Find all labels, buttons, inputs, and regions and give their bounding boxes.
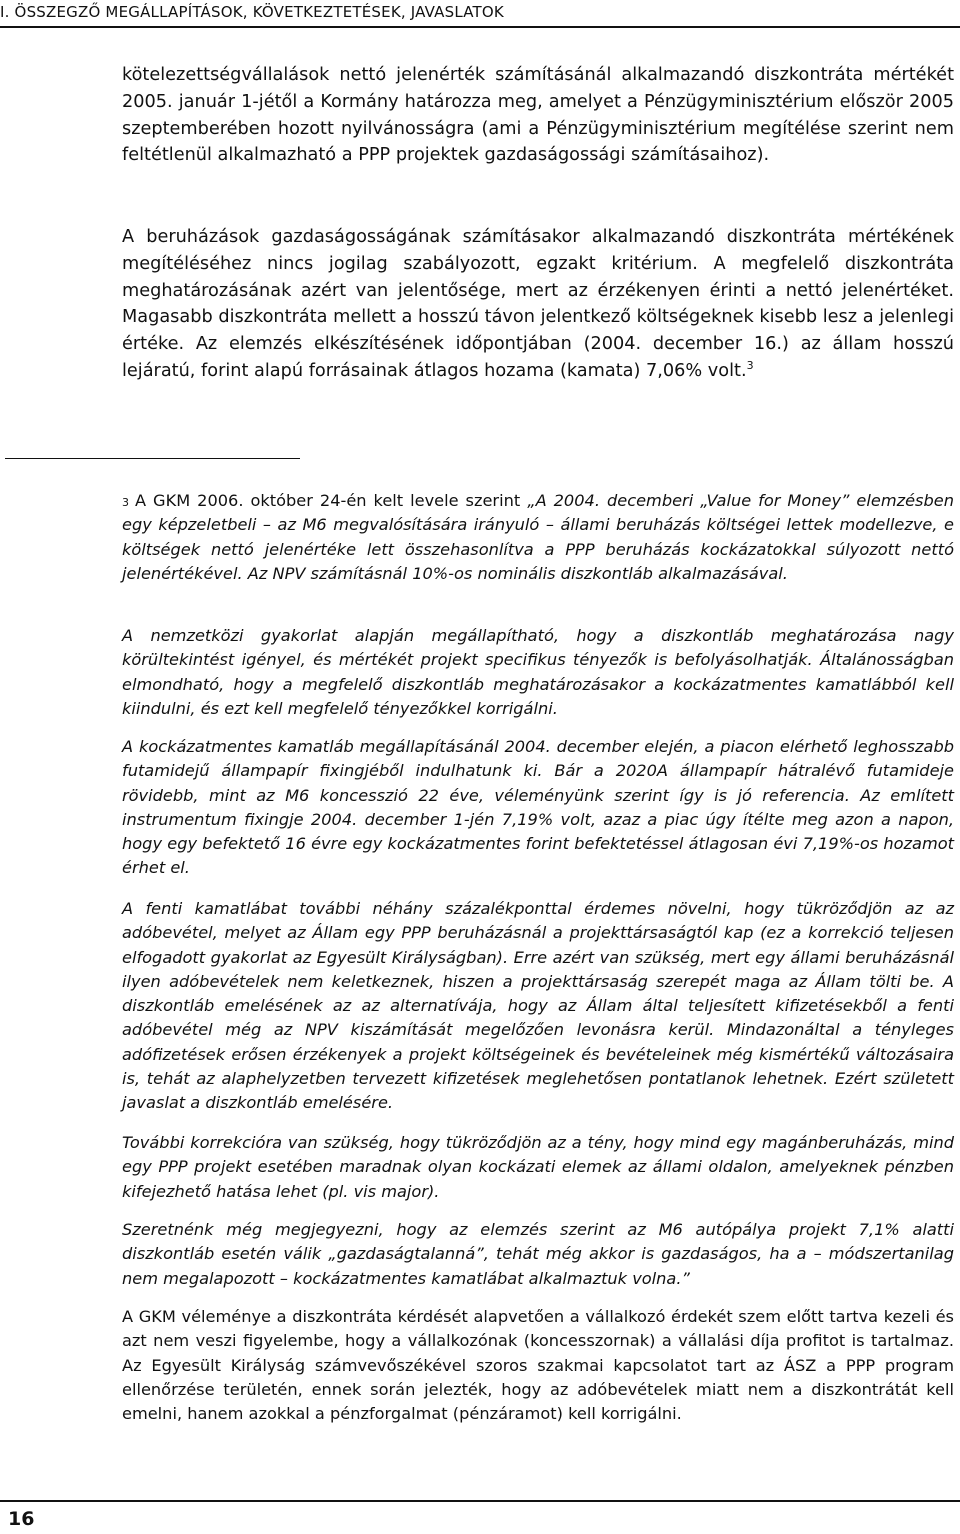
footnote-reference: 3 xyxy=(746,358,754,372)
footnote-number: 3 xyxy=(122,496,129,509)
footer-rule xyxy=(0,1500,960,1502)
footnote-paragraph-5: További korrekcióra van szükség, hogy tükröződjön az a tény, hogy mind egy magánberuházás, mind egy PPP projekt esetében maradnak olyan kockázati elemek az állami oldalon, amelyeknek pénzben kifejezhető hatása lehet (pl. vis major). xyxy=(122,1133,954,1201)
footnote-lead: A GKM 2006. október 24-én kelt levele szerint xyxy=(135,491,521,510)
footnote-paragraph-6: Szeretnénk még megjegyezni, hogy az elemzés szerint az M6 autópálya projekt 7,1% alatti diszkontláb esetén válik „gazdaságtalanná”, tehát még akkor is gazdaságos, ha a – módszertanilag nem megalapozott – kockázatmentes kamatlábat alkalmaztuk volna.” xyxy=(122,1220,954,1288)
body-paragraph-2-text: A beruházások gazdaságosságának számításakor alkalmazandó diszkontráta mértékének megítéléséhez nincs jogilag szabályozott, egzakt kritérium. A megfelelő diszkontráta meghatározásának azért van jelentősége, mert az érzékenyen érinti a nettó jelenértéket. Magasabb diszkontráta mellett a hosszú távon jelentkező költségeknek kisebb lesz a jelenlegi értéke. Az elemzés elkészítésének időpontjában (2004. december 16.) az állam hosszú lejáratú, forint alapú forrásainak átlagos hozama (kamata) 7,06% volt. xyxy=(122,227,954,381)
page-number: 16 xyxy=(8,1508,35,1530)
footnote-separator xyxy=(5,458,300,459)
running-header xyxy=(0,0,960,30)
footnote-paragraph-3: A kockázatmentes kamatláb megállapításánál 2004. december elején, a piacon elérhető leghosszabb futamidejű állampapír fixingjéből indulhatunk ki. Bár a 2020A állampapír hátralévő futamideje rövidebb, mint az M6 koncesszió 22 éve, véleményünk szerint így is jó referencia. Az említett instrumentum fixingje 2004. december 1-jén 7,19% volt, azaz a piac úgy ítélte meg azon a napon, hogy egy befektető 16 évre egy kockázatmentes forint befektetéssel átlagosan évi 7,19%-os hozamot érhet el. xyxy=(122,737,954,878)
footnote-paragraph-7: A GKM véleménye a diszkontráta kérdését alapvetően a vállalkozó érdekét szem előtt tartva kezeli és azt nem veszi figyelembe, hogy a vállalkozónak (koncesszornak) a vállalási díja profitot is tartalmaz. Az Egyesült Királyság számvevőszékével szoros szakmai kapcsolatot tart az ÁSZ a PPP program ellenőrzése területén, ennek során jelezték, hogy az adóbevételek miatt nem a diszkontrátát kell emelni, hanem azokkal a pénzforgalmat (pénzáramot) kell korrigálni. xyxy=(122,1307,954,1424)
footnote-paragraph-4: A fenti kamatlábat további néhány százalékponttal érdemes növelni, hogy tükröződjön az az adóbevétel, melyet az Állam egy PPP beruházásnál a projekttársaságtól kap (ez a korrekció teljesen elfogadott gyakorlat az Egyesült Királyságban). Erre azért van szükség, mert egy állami beruházásnál ilyen adóbevételek nem keletkeznek, hiszen a projekttársaság szerepét maga az Állam tölti be. A diszkontláb emelésének az az alternatívája, hogy az Állam által teljesített kifizetésekből a fenti adóbevétel még az NPV kiszámítását megelőzően levonásra kerül. Mindazonáltal a tényleges adófizetések erősen érzékenyek a projekt költségeinek és bevételeinek még kismértékű változásaira is, tehát az alaphelyzetben tervezett kifizetések meglehetősen pontatlanok lehetnek. Ezért született javaslat a diszkontláb emelésére. xyxy=(122,899,954,1113)
body-paragraph-1: kötelezettségvállalások nettó jelenérték számításánál alkalmazandó diszkontráta mértékét 2005. január 1-jétől a Kormány határozza meg, amelyet a Pénzügyminisztérium először 2005 szeptemberében hozott nyilvánosságra (ami a Pénzügyminisztérium megítélése szerint nem feltétlenül alkalmazható a PPP projektek gazdaságossági számításaihoz). xyxy=(122,65,954,166)
body-paragraph-2 xyxy=(122,224,954,385)
footnote-quote-text: „A 2004. decemberi „Value for Money” elemzésben egy képzeletbeli – az M6 megvalósítására irányuló – állami beruházás költségei lettek modellezve, e költségek nettó jelenértéke lett összehasonlítva a PPP beruházás kockázatokkal súlyozott nettó jelenértékével. Az NPV számításnál 10%-os nominális diszkontláb alkalmazásával. xyxy=(122,491,954,583)
section-title: I. ÖSSZEGZŐ MEGÁLLAPÍTÁSOK, KÖVETKEZTETÉSEK, JAVASLATOK xyxy=(0,3,504,21)
header-rule xyxy=(0,26,960,28)
footnote-paragraph-1 xyxy=(122,489,954,586)
footnote-paragraph-2: A nemzetközi gyakorlat alapján megállapítható, hogy a diszkontláb meghatározása nagy körültekintést igényel, és mértékét projekt specifikus tényezők is befolyásolhatják. Általánosságban elmondható, hogy a megfelelő diszkontláb meghatározásakor a kockázatmentes kamatlábból kell kiindulni, és ezt kell megfelelő tényezőkkel korrigálni. xyxy=(122,626,954,718)
